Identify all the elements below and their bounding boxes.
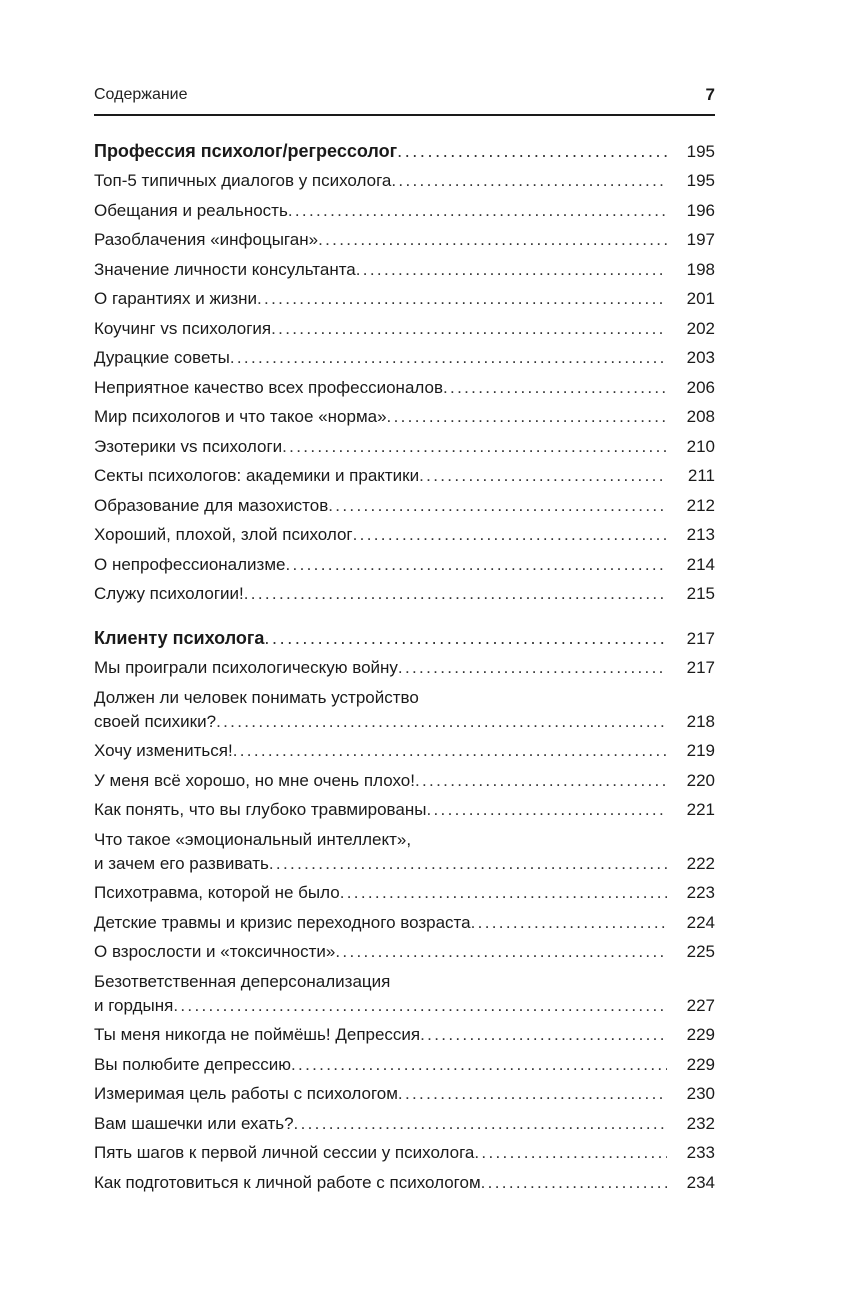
toc-entry-page: 217 [686,628,715,648]
dot-leader [294,1112,667,1136]
toc-entry-page: 224 [686,912,715,932]
toc-entry-page: 215 [686,584,715,603]
dot-leader [264,626,667,650]
toc-entry[interactable] [94,518,715,548]
dot-leader [471,911,667,935]
toc-entry-title-line: Должен ли человек понимать устройство [94,687,419,707]
toc-entry-title-line: Безответственная деперсонализация [94,971,391,991]
dot-leader [415,769,667,793]
dot-leader [233,739,667,763]
toc-entry[interactable] [94,822,715,876]
toc-entry-title: Как понять, что вы глубоко травмированы [94,800,427,819]
toc-entry-title: своей психики? [94,711,217,731]
toc-entry-title: Мы проиграли психологическую войну [94,658,398,677]
toc-entry-page: 208 [686,407,715,426]
toc-entry-page: 218 [686,711,715,731]
toc-entry[interactable] [94,459,715,489]
toc-entry-title: О взрослости и «токсичности» [94,942,336,961]
dot-leader [398,1082,667,1106]
toc-entry[interactable] [94,1136,715,1166]
toc-entry-page: 213 [686,525,715,544]
toc-entry-page: 227 [686,995,715,1015]
toc-entry[interactable] [94,680,715,734]
dot-leader [269,852,667,876]
dot-leader [340,881,667,905]
toc-entry-title: Психотравма, которой не было [94,883,340,902]
toc-entry-page: 219 [686,741,715,760]
toc-entry[interactable] [94,1106,715,1136]
toc-entry-title: О непрофессионализме [94,554,286,574]
toc-entry[interactable] [94,341,715,371]
toc-entry-title: Разоблачения «инфоцыган» [94,230,319,249]
dot-leader [291,1053,667,1077]
toc-entry-page: 212 [686,495,715,515]
toc-entry-page: 220 [686,770,715,790]
toc-entry-page: 203 [686,348,715,367]
toc-entry-title: Коучинг vs психология [94,318,272,338]
toc-entry-page: 222 [686,853,715,873]
toc-entry-title: Хороший, плохой, злой психолог [94,525,353,544]
toc-entry-page: 195 [686,141,715,161]
toc-entry-page: 214 [686,554,715,574]
toc-entry-title: Топ-5 типичных диалогов у психолога [94,171,392,190]
toc-entry-page: 217 [686,658,715,677]
toc-entry[interactable] [94,935,715,965]
running-header [94,86,715,116]
toc-entry[interactable] [94,311,715,341]
toc-entry-title: У меня всё хорошо, но мне очень плохо! [94,770,415,790]
toc-entry-title: Обещания и реальность [94,200,288,220]
toc-entry-page: 211 [687,466,715,485]
toc-entry-page: 198 [686,259,715,279]
dot-leader [419,464,667,488]
dot-leader [356,258,667,282]
dot-leader [318,228,667,252]
toc-entry-title: Детские травмы и кризис переходного возраста [94,912,471,932]
dot-leader [244,582,667,606]
toc-entry-title-line: Что такое «эмоциональный интеллект», [94,829,412,849]
toc-entry[interactable] [94,164,715,194]
toc-entry-page: 202 [686,318,715,338]
toc-entry-page: 225 [686,942,715,961]
toc-entry[interactable] [94,400,715,430]
dot-leader [398,656,667,680]
table-of-contents [94,133,715,1209]
toc-section-heading[interactable] [94,620,715,651]
dot-leader [391,169,667,193]
toc-entry-title: Вам шашечки или ехать? [94,1113,294,1133]
toc-entry[interactable] [94,734,715,764]
toc-entry-page: 210 [686,436,715,456]
toc-entry[interactable] [94,223,715,253]
toc-entry[interactable] [94,488,715,518]
running-header-title: Содержание [94,86,188,103]
dot-leader [286,553,668,577]
dot-leader [353,523,667,547]
dot-leader [288,199,667,223]
toc-entry[interactable] [94,547,715,577]
dot-leader [328,494,667,518]
toc-entry-title: Мир психологов и что такое «норма» [94,407,387,426]
toc-entry-page: 230 [686,1084,715,1103]
toc-entry[interactable] [94,252,715,282]
dot-leader [335,940,667,964]
toc-entry-title: и гордыня [94,995,174,1015]
toc-entry-page: 197 [686,230,715,249]
toc-entry-title: Эзотерики vs психологи [94,436,283,456]
toc-entry-page: 196 [686,200,715,220]
toc-entry[interactable] [94,370,715,400]
dot-leader [481,1171,667,1195]
dot-leader [387,405,667,429]
toc-entry[interactable] [94,282,715,312]
page-number: 7 [705,85,715,104]
toc-entry[interactable] [94,1165,715,1195]
dot-leader [426,798,667,822]
toc-entry[interactable] [94,964,715,1018]
toc-entry[interactable] [94,1077,715,1107]
dot-leader [443,376,667,400]
toc-entry-page: 229 [686,1054,715,1074]
toc-entry-title: Профессия психолог/регрессолог [94,140,398,161]
toc-section [94,133,715,606]
toc-entry-page: 223 [686,883,715,902]
toc-entry[interactable] [94,876,715,906]
dot-leader [271,317,667,341]
toc-entry[interactable] [94,905,715,935]
toc-section-heading[interactable] [94,133,715,164]
toc-entry-title: Служу психологии! [94,584,244,603]
toc-entry[interactable] [94,651,715,681]
toc-entry-page: 233 [686,1143,715,1162]
toc-entry-title: Неприятное качество всех профессионалов [94,377,443,397]
dot-leader [216,710,667,734]
toc-entry[interactable] [94,1018,715,1048]
toc-entry-title: Значение личности консультанта [94,259,356,279]
toc-entry-page: 206 [686,377,715,397]
toc-section [94,620,715,1195]
toc-entry-title: Клиенту психолога [94,627,265,648]
toc-entry-page: 232 [686,1113,715,1133]
toc-entry-title: Секты психологов: академики и практики [94,466,420,485]
toc-entry[interactable] [94,429,715,459]
dot-leader [397,139,667,163]
toc-entry[interactable] [94,193,715,223]
toc-entry[interactable] [94,793,715,823]
toc-entry-title: Ты меня никогда не поймёшь! Депрессия [94,1025,421,1044]
toc-entry-page: 229 [686,1025,715,1044]
toc-entry-title: Вы полюбите депрессию [94,1054,291,1074]
dot-leader [474,1141,667,1165]
toc-entry-title: Как подготовиться к личной работе с психологом [94,1172,481,1192]
dot-leader [420,1023,667,1047]
toc-entry-title: Дурацкие советы [94,348,230,367]
dot-leader [282,435,667,459]
toc-entry[interactable] [94,577,715,607]
toc-entry-title: Измеримая цель работы с психологом [94,1084,398,1103]
toc-entry-title: Пять шагов к первой личной сессии у психолога [94,1143,475,1162]
toc-entry-title: Хочу измениться! [94,741,233,760]
toc-entry-page: 221 [686,800,715,819]
dot-leader [230,346,667,370]
dot-leader [173,994,667,1018]
toc-entry[interactable] [94,763,715,793]
toc-entry-title: и зачем его развивать [94,853,269,873]
dot-leader [257,287,667,311]
toc-entry-page: 201 [686,289,715,308]
toc-entry-page: 234 [686,1172,715,1192]
toc-entry-title: О гарантиях и жизни [94,289,258,308]
toc-entry-page: 195 [686,171,715,190]
toc-entry[interactable] [94,1047,715,1077]
toc-entry-title: Образование для мазохистов [94,495,329,515]
